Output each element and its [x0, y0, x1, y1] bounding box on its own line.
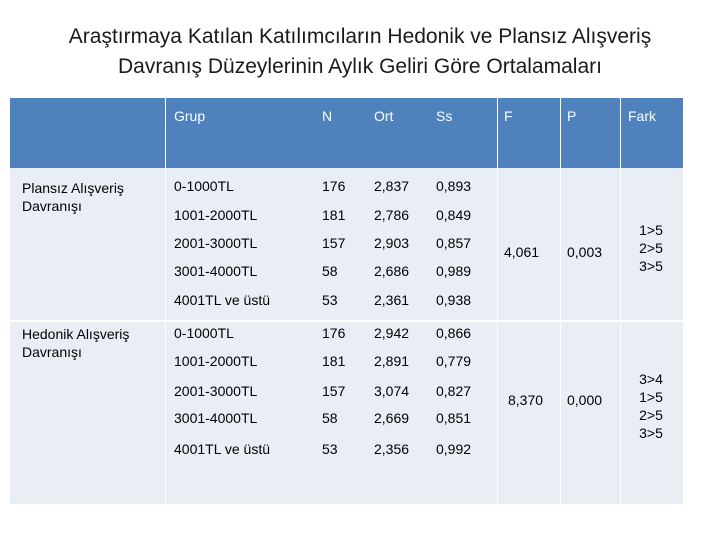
fark-item: 3>5 [639, 425, 663, 441]
group-separator [10, 320, 683, 322]
cell-ort: 2,903 [374, 235, 410, 251]
group-label-line: Plansız Alışveriş [22, 180, 124, 196]
cell-grup: 3001-4000TL [174, 410, 258, 426]
fark-item: 1>5 [639, 222, 663, 238]
group-label-line: Hedonik Alışveriş [22, 326, 130, 342]
cell-ss: 0,849 [436, 207, 472, 223]
cell-ss: 0,851 [436, 410, 472, 426]
cell-p: 0,003 [567, 244, 603, 260]
cell-n: 53 [322, 292, 338, 308]
cell-ort: 2,361 [374, 292, 410, 308]
group-label-hedonik [22, 325, 129, 361]
title-line-1: Araştırmaya Katılan Katılımcıların Hedonik ve Plansız Alışveriş [68, 25, 652, 48]
title-line-2: Davranış Düzeylerinin Aylık Geliri Göre Ortalamaları [118, 55, 602, 78]
cell-fark [621, 370, 681, 442]
cell-fark [621, 221, 681, 275]
header-fark: Fark [628, 108, 656, 124]
cell-f: 4,061 [504, 244, 540, 260]
cell-n: 181 [322, 207, 346, 223]
cell-n: 157 [322, 383, 346, 399]
cell-grup: 4001TL ve üstü [174, 292, 270, 308]
header-grup: Grup [174, 108, 206, 124]
cell-n: 176 [322, 178, 346, 194]
fark-item: 2>5 [639, 407, 663, 423]
header-n: N [322, 108, 333, 124]
cell-grup: 0-1000TL [174, 178, 234, 194]
cell-ss: 0,827 [436, 383, 472, 399]
cell-ss: 0,938 [436, 292, 472, 308]
cell-ort: 2,891 [374, 353, 410, 369]
cell-grup: 1001-2000TL [174, 353, 258, 369]
cell-ort: 2,837 [374, 178, 410, 194]
fark-item: 2>5 [639, 240, 663, 256]
group-label-line: Davranışı [22, 344, 82, 360]
cell-ort: 2,786 [374, 207, 410, 223]
header-p: P [567, 108, 577, 124]
cell-ort: 2,686 [374, 263, 410, 279]
slide-title [0, 22, 720, 82]
cell-ss: 0,779 [436, 353, 472, 369]
cell-grup: 2001-3000TL [174, 235, 258, 251]
cell-grup: 1001-2000TL [174, 207, 258, 223]
cell-grup: 3001-4000TL [174, 263, 258, 279]
table-header [10, 98, 683, 168]
cell-ss: 0,893 [436, 178, 472, 194]
fark-item: 3>4 [639, 371, 663, 387]
fark-item: 1>5 [639, 389, 663, 405]
cell-ort: 2,356 [374, 441, 410, 457]
cell-n: 181 [322, 353, 346, 369]
cell-n: 53 [322, 441, 338, 457]
cell-grup: 0-1000TL [174, 325, 234, 341]
col-separator [165, 98, 166, 504]
cell-ort: 2,669 [374, 410, 410, 426]
cell-grup: 4001TL ve üstü [174, 441, 270, 457]
cell-n: 157 [322, 235, 346, 251]
cell-n: 58 [322, 410, 338, 426]
col-separator [620, 98, 621, 504]
col-separator [497, 98, 498, 504]
results-table [10, 98, 683, 504]
header-ort: Ort [374, 108, 394, 124]
fark-item: 3>5 [639, 258, 663, 274]
cell-p: 0,000 [567, 392, 603, 408]
cell-grup: 2001-3000TL [174, 383, 258, 399]
cell-ort: 2,942 [374, 325, 410, 341]
header-f: F [504, 108, 513, 124]
cell-ss: 0,866 [436, 325, 472, 341]
cell-f: 8,370 [508, 392, 544, 408]
cell-ss: 0,857 [436, 235, 472, 251]
cell-ort: 3,074 [374, 383, 410, 399]
cell-ss: 0,989 [436, 263, 472, 279]
group-label-plansiz [22, 179, 124, 215]
cell-ss: 0,992 [436, 441, 472, 457]
cell-n: 58 [322, 263, 338, 279]
col-separator [560, 98, 561, 504]
header-ss: Ss [436, 108, 453, 124]
group-label-line: Davranışı [22, 198, 82, 214]
cell-n: 176 [322, 325, 346, 341]
